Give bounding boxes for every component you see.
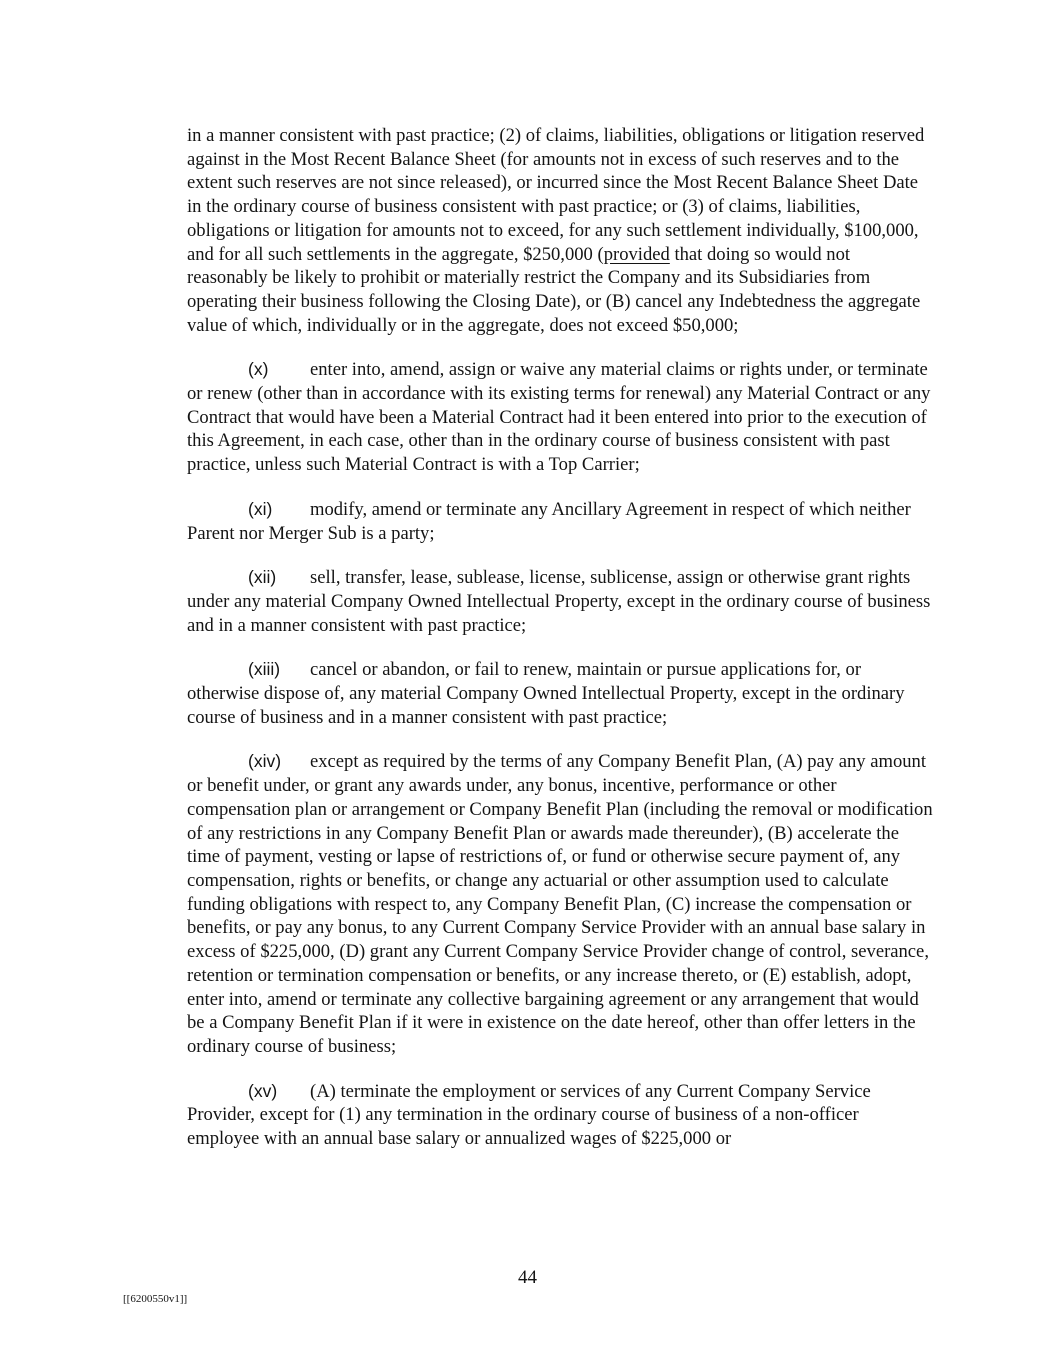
clause-text: cancel or abandon, or fail to renew, maintain or pursue applications for, or otherwise dispose of, any material Company Owned Intellectual Property, except in the ordinary course of business and in a manner consistent with past practice; (187, 659, 905, 728)
clause-text: modify, amend or terminate any Ancillary Agreement in respect of which neither Parent nor Merger Sub is a party; (187, 498, 911, 544)
clause-text: sell, transfer, lease, sublease, license, sublicense, assign or otherwise grant rights under any material Company Owned Intellectual Property, except in the ordinary course of business and in a manner consistent with past practice; (187, 567, 931, 636)
clause-xiii (187, 658, 935, 729)
clause-xv (187, 1080, 935, 1151)
clause-xiv (187, 750, 935, 1058)
clause-marker: (xiv) (248, 751, 282, 772)
clause-text: (A) terminate the employment or services of any Current Company Service Provider, except for (1) any termination in the ordinary course of business of a non-officer employee with an annual base salary or annualized wages of $225,000 or (187, 1080, 871, 1150)
clause-x (187, 358, 935, 477)
intro-text-end: that doing so would not reasonably be likely to prohibit or materially restrict the Company and its Subsidiaries from operating their business following the Closing Date), or (B) cancel any Indebtedness the aggregate value of which, individually or in the aggregate, does not exceed $50,000; (187, 243, 921, 336)
clause-marker: (x) (248, 359, 269, 380)
paragraph-intro (187, 124, 935, 337)
intro-text-start: in a manner consistent with past practice; (2) of claims, liabilities, obligations or litigation reserved against in the Most Recent Balance Sheet (for amounts not in excess of such reserves and to the extent such reserves are not since released), or incurred since the Most Recent Balance Sheet Date in the ordinary course of business consistent with past practice; or (3) of claims, liabilities, obligations or litigation for amounts not to exceed, for any such settlement individually, $100,000, and for all such settlements in the aggregate, $250,000 ( (187, 125, 925, 265)
clause-marker: (xii) (248, 567, 277, 588)
document-body (187, 124, 935, 1172)
clause-text: except as required by the terms of any Company Benefit Plan, (A) pay any amount or benefit under, or grant any awards under, any bonus, incentive, performance or other compensation plan or arrangement or Company Benefit Plan (including the removal or modification of any restrictions in any Company Benefit Plan or awards made thereunder), (B) accelerate the time of payment, vesting or lapse of restrictions of, or fund or otherwise secure payment of, any compensation, rights or benefits, or change any actuarial or other assumption used to calculate funding obligations with respect to, any Company Benefit Plan, (C) increase the compensation or benefits, or pay any bonus, to any Current Company Service Provider with an annual base salary in excess of $225,000, (D) grant any Current Company Service Provider change of control, severance, retention or termination compensation or benefits, or any increase thereto, or (E) establish, adopt, enter into, amend or terminate any collective bargaining agreement or any arrangement that would be a Company Benefit Plan if it were in existence on the date hereof, other than offer letters in the ordinary course of business; (187, 751, 933, 1057)
clause-marker: (xiii) (248, 659, 281, 680)
provided-underlined: provided (603, 243, 670, 265)
document-id: [[6200550v1]] (123, 1293, 188, 1305)
page-number: 44 (518, 1267, 537, 1288)
clause-marker: (xi) (248, 498, 273, 519)
clause-marker: (xv) (248, 1080, 278, 1101)
clause-text: enter into, amend, assign or waive any material claims or rights under, or terminate or renew (other than in accordance with its existing terms for renewal) any Material Contract or any Contract that would have been a Material Contract had it been entered into prior to the execution of this Agreement, in each case, other than in the ordinary course of business consistent with past practice, unless such Material Contract is with a Top Carrier; (187, 359, 931, 476)
clause-xii (187, 566, 935, 637)
clause-xi (187, 498, 935, 545)
